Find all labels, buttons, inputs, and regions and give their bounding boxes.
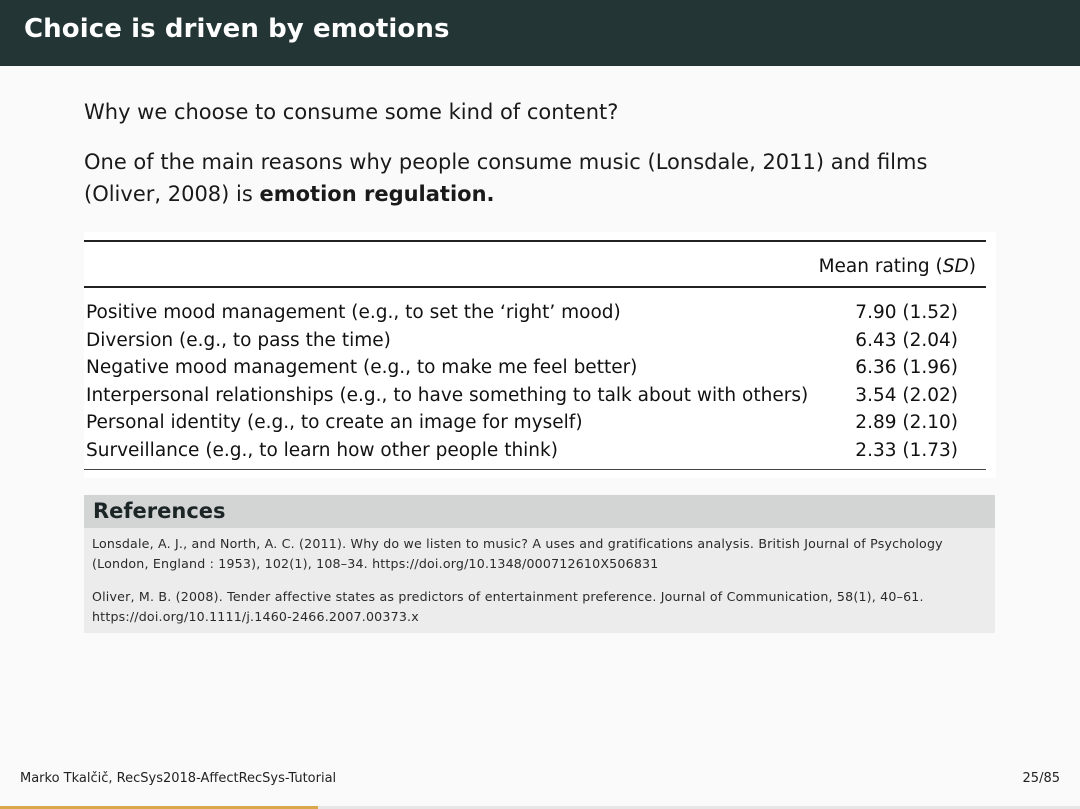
- slide-title-bar: [0, 0, 1080, 66]
- reason-emphasis: emotion regulation.: [259, 182, 495, 206]
- reference-item: Oliver, M. B. (2008). Tender affective states as predictors of entertainment preference. Journal of Communication, 58(1), 40–61. https://doi.org/10.1111/j.1460-2466.2007.00373.x: [92, 589, 924, 624]
- footer-author-event: Marko Tkalčič, RecSys2018-AffectRecSys-Tutorial: [20, 771, 337, 786]
- reason-paragraph: [84, 146, 999, 210]
- column-header-motive: [84, 241, 815, 287]
- ratings-table-image: [84, 232, 996, 478]
- table-row: [84, 327, 986, 355]
- row-label: Positive mood management (e.g., to set the ‘right’ mood): [86, 302, 621, 323]
- table-row: [84, 354, 986, 382]
- slide-title: Choice is driven by emotions: [24, 14, 450, 44]
- row-value: 3.54 (2.02): [855, 384, 958, 406]
- references-block: [84, 495, 995, 633]
- table-body: [84, 287, 986, 470]
- table-row: [84, 287, 986, 327]
- page-number: 25/85: [1022, 771, 1060, 786]
- row-label: Personal identity (e.g., to create an image for myself): [86, 412, 583, 433]
- reason-text: One of the main reasons why people consume music (Lonsdale, 2011) and films (Oliver, 2008) is: [84, 150, 928, 206]
- row-label: Surveillance (e.g., to learn how other people think): [84, 437, 815, 470]
- row-value: 6.36 (1.96): [855, 357, 958, 378]
- reference-item: Lonsdale, A. J., and North, A. C. (2011). Why do we listen to music? A uses and gratifications analysis. British Journal of Psychology (London, England : 1953), 102(1), 108–34. https://doi.org/10.1348/000712610X506831: [92, 536, 943, 571]
- row-value: 2.89 (2.10): [855, 412, 958, 433]
- table-row: [84, 437, 986, 470]
- row-label: Negative mood management (e.g., to make me feel better): [86, 357, 638, 378]
- table-row: [84, 409, 986, 437]
- row-label: Interpersonal relationships (e.g., to have something to talk about with others): [86, 384, 809, 406]
- row-label: Diversion (e.g., to pass the time): [86, 329, 391, 351]
- row-value: 6.43 (2.04): [855, 329, 958, 351]
- table-row: [84, 382, 986, 410]
- column-header-mean-rating: Mean rating (SD): [815, 241, 986, 287]
- slide-body: [84, 96, 999, 210]
- ratings-table: [84, 240, 986, 470]
- question-text: Why we choose to consume some kind of content?: [84, 100, 619, 124]
- references-heading: References: [84, 495, 995, 528]
- row-value: 7.90 (1.52): [855, 302, 958, 323]
- row-value: 2.33 (1.73): [815, 437, 986, 470]
- table-header-row: [84, 241, 986, 287]
